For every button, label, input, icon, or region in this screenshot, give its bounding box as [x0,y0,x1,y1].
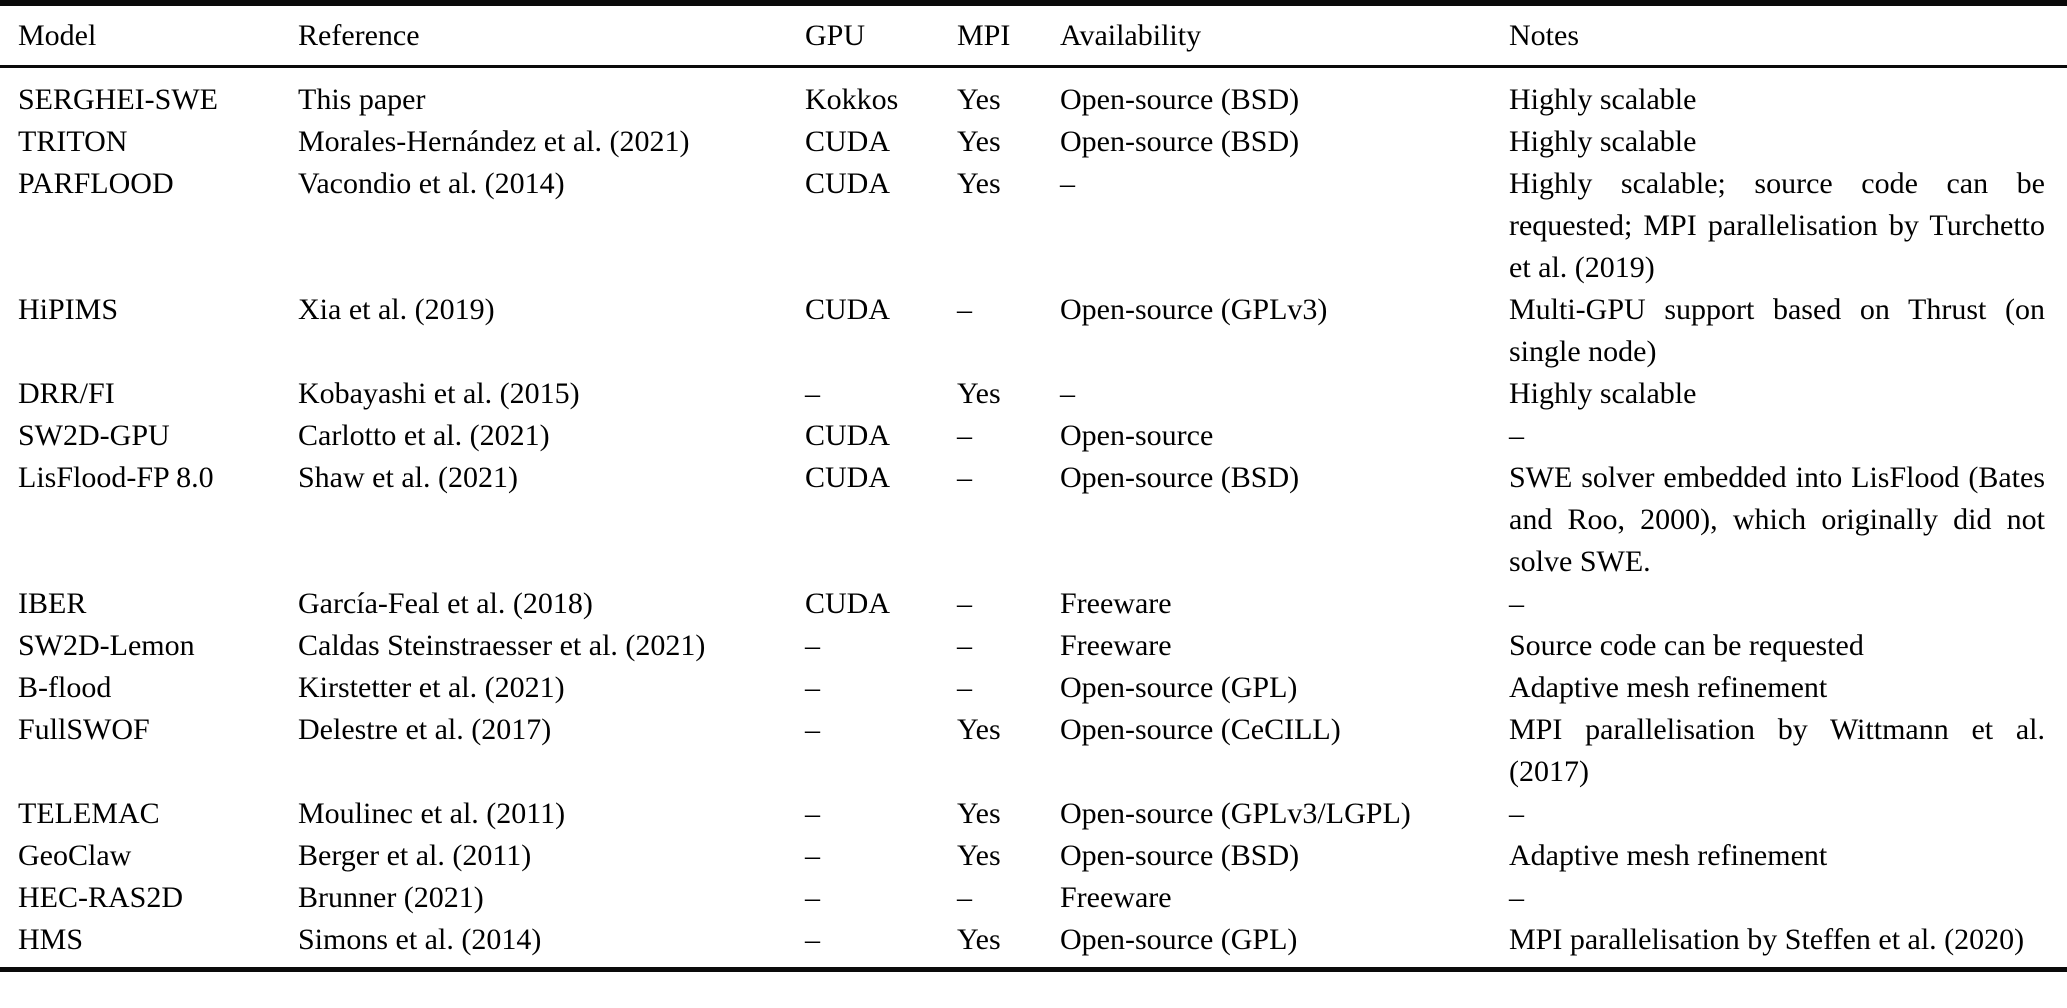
cell-notes: Source code can be requested [1509,629,1864,662]
cell-model: LisFlood-FP 8.0 [18,461,214,494]
cell-availability: Open-source [1060,419,1214,452]
cell-notes: Adaptive mesh refinement [1509,839,1828,872]
cell-notes: Highly scalable [1509,83,1697,116]
cell-model: TRITON [18,125,128,158]
cell-availability: Freeware [1060,587,1172,620]
cell-reference: Kobayashi et al. (2015) [298,377,580,410]
cell-reference: García-Feal et al. (2018) [298,587,593,620]
cell-notes: SWE solver embedded into LisFlood (Bates and Roo, 2000), which originally did not solve SWE. [1509,461,2045,578]
cell-gpu: – [805,377,820,410]
cell-notes: Highly scalable [1509,377,1697,410]
cell-mpi: Yes [957,167,1001,200]
cell-availability: Freeware [1060,881,1172,914]
cell-reference: Simons et al. (2014) [298,923,542,956]
cell-availability: Open-source (BSD) [1060,125,1300,158]
cell-notes: Highly scalable; source code can be requested; MPI parallelisation by Turchetto et al. (2019) [1509,167,2045,284]
table-row [0,625,2067,667]
cell-reference: Vacondio et al. (2014) [298,167,565,200]
cell-reference: Morales-Hernández et al. (2021) [298,125,690,158]
cell-mpi: Yes [957,125,1001,158]
cell-model: HiPIMS [18,293,119,326]
cell-reference: Moulinec et al. (2011) [298,797,566,830]
cell-availability: Open-source (CeCILL) [1060,713,1341,746]
cell-mpi: Yes [957,839,1001,872]
column-header-model: Model [0,3,298,67]
table-row [0,877,2067,919]
column-header-availability: Availability [1060,3,1509,67]
cell-reference: Brunner (2021) [298,881,484,914]
cell-notes: – [1509,587,1524,620]
cell-mpi: Yes [957,83,1001,116]
cell-gpu: – [805,671,820,704]
cell-mpi: Yes [957,923,1001,956]
cell-model: DRR/FI [18,377,115,410]
cell-availability: Freeware [1060,629,1172,662]
header-row [0,3,2067,67]
table-row [0,121,2067,163]
column-header-reference: Reference [298,3,805,67]
cell-model: SW2D-GPU [18,419,170,452]
cell-mpi: – [957,881,972,914]
cell-notes: Adaptive mesh refinement [1509,671,1828,704]
cell-gpu: – [805,797,820,830]
cell-model: TELEMAC [18,797,160,830]
column-header-gpu: GPU [805,3,957,67]
cell-mpi: – [957,587,972,620]
cell-gpu: CUDA [805,587,891,620]
cell-model: HMS [18,923,84,956]
table-body [0,67,2067,970]
table-row [0,163,2067,289]
cell-gpu: CUDA [805,461,891,494]
cell-reference: Caldas Steinstraesser et al. (2021) [298,629,706,662]
cell-reference: Xia et al. (2019) [298,293,495,326]
cell-mpi: – [957,461,972,494]
cell-model: B-flood [18,671,112,704]
cell-notes: Highly scalable [1509,125,1697,158]
cell-gpu: CUDA [805,293,891,326]
cell-availability: Open-source (GPL) [1060,923,1298,956]
table-row [0,457,2067,583]
cell-model: PARFLOOD [18,167,174,200]
table-row [0,793,2067,835]
cell-model: SERGHEI-SWE [18,83,218,116]
table-row [0,373,2067,415]
table-row [0,583,2067,625]
cell-availability: Open-source (GPLv3) [1060,293,1328,326]
cell-gpu: – [805,839,820,872]
cell-notes: MPI parallelisation by Steffen et al. (2020) [1509,923,2025,956]
cell-reference: Kirstetter et al. (2021) [298,671,565,704]
table-row [0,835,2067,877]
cell-mpi: – [957,419,972,452]
cell-reference: Berger et al. (2011) [298,839,532,872]
cell-availability: – [1060,377,1075,410]
cell-model: GeoClaw [18,839,132,872]
cell-reference: This paper [298,83,426,116]
cell-availability: Open-source (BSD) [1060,83,1300,116]
cell-reference: Carlotto et al. (2021) [298,419,550,452]
cell-mpi: Yes [957,797,1001,830]
cell-model: SW2D-Lemon [18,629,195,662]
table-row [0,67,2067,122]
cell-model: FullSWOF [18,713,150,746]
table-header [0,3,2067,67]
cell-availability: Open-source (BSD) [1060,839,1300,872]
cell-availability: Open-source (GPL) [1060,671,1298,704]
cell-model: HEC-RAS2D [18,881,184,914]
cell-notes: – [1509,881,1524,914]
cell-availability: Open-source (GPLv3/LGPL) [1060,797,1411,830]
cell-reference: Shaw et al. (2021) [298,461,518,494]
cell-mpi: – [957,629,972,662]
cell-gpu: CUDA [805,419,891,452]
table-row [0,709,2067,793]
column-header-mpi: MPI [957,3,1060,67]
cell-gpu: CUDA [805,167,891,200]
cell-mpi: Yes [957,377,1001,410]
cell-notes: – [1509,797,1524,830]
column-header-notes: Notes [1509,3,2067,67]
cell-availability: Open-source (BSD) [1060,461,1300,494]
cell-gpu: – [805,881,820,914]
cell-gpu: – [805,713,820,746]
cell-notes: MPI parallelisation by Wittmann et al. (2017) [1509,713,2045,788]
table-row [0,919,2067,970]
cell-notes: Multi-GPU support based on Thrust (on single node) [1509,293,2045,368]
cell-gpu: Kokkos [805,83,899,116]
cell-availability: – [1060,167,1075,200]
cell-gpu: CUDA [805,125,891,158]
table-row [0,289,2067,373]
cell-mpi: – [957,293,972,326]
cell-notes: – [1509,419,1524,452]
table-row [0,667,2067,709]
cell-mpi: Yes [957,713,1001,746]
cell-reference: Delestre et al. (2017) [298,713,552,746]
table-row [0,415,2067,457]
cell-model: IBER [18,587,87,620]
cell-gpu: – [805,923,820,956]
cell-gpu: – [805,629,820,662]
cell-mpi: – [957,671,972,704]
